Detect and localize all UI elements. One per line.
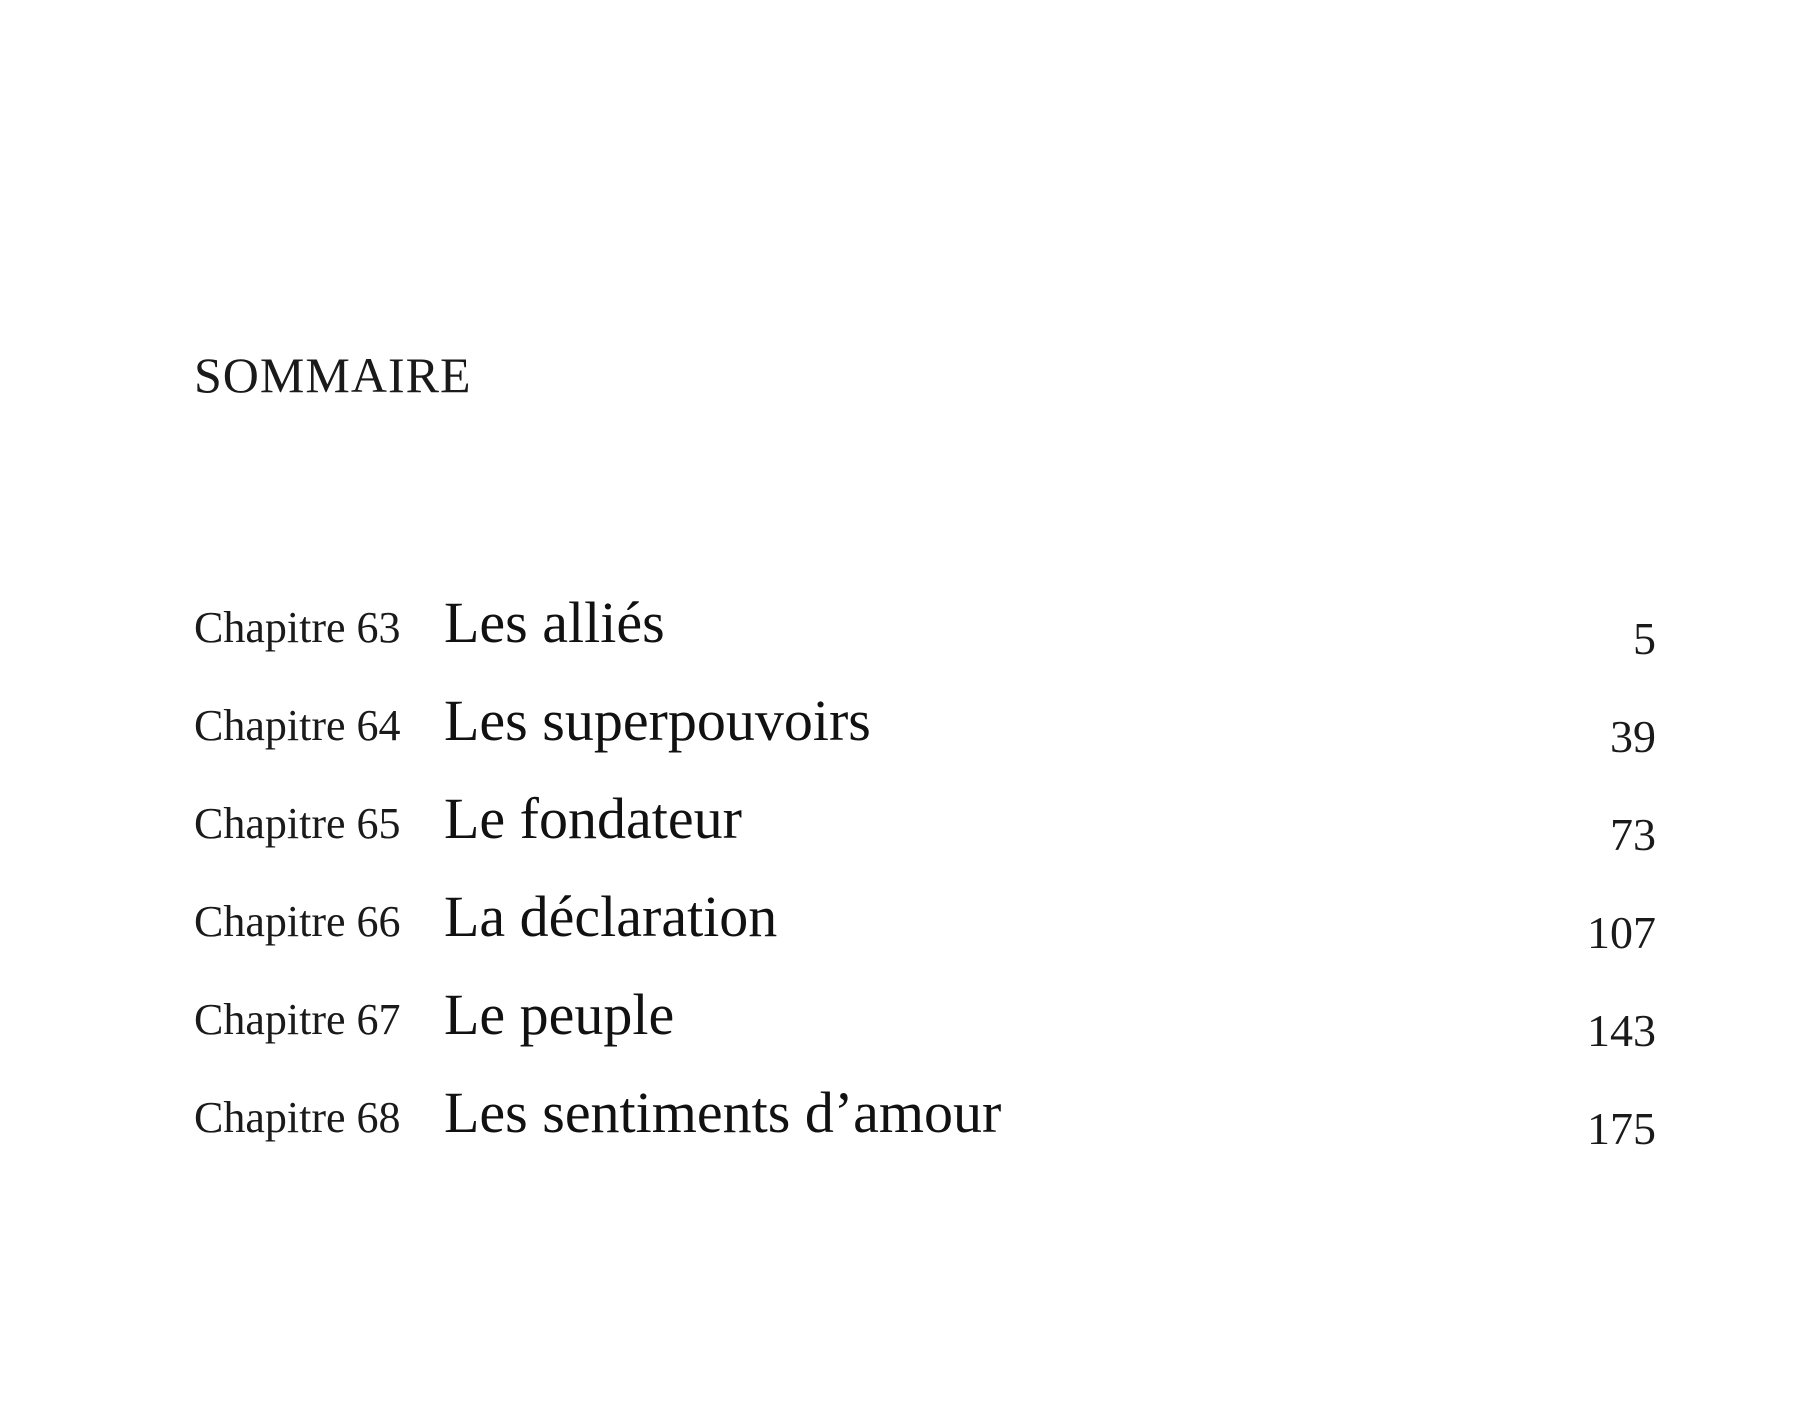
page-title: SOMMAIRE [194,347,472,403]
toc-entry [194,1078,1656,1176]
toc-entry [194,588,1656,686]
chapter-title: Les alliés [444,590,665,655]
chapter-page-number: 73 [1610,809,1656,860]
toc-entry [194,882,1656,980]
chapter-title: Le fondateur [444,786,742,851]
chapter-number: Chapitre 65 [194,799,401,848]
chapter-title: Le peuple [444,982,675,1047]
chapter-title: Les superpouvoirs [444,688,871,753]
chapter-number: Chapitre 68 [194,1093,401,1142]
chapter-title: La déclaration [444,884,778,949]
toc-entry [194,784,1656,882]
chapter-title: Les sentiments d’amour [444,1080,1002,1145]
chapter-number: Chapitre 64 [194,701,401,750]
chapter-page-number: 143 [1587,1005,1656,1056]
toc-entry [194,980,1656,1078]
chapter-number: Chapitre 67 [194,995,401,1044]
toc-entry [194,686,1656,784]
chapter-number: Chapitre 63 [194,603,401,652]
chapter-number: Chapitre 66 [194,897,401,946]
chapter-page-number: 175 [1587,1103,1656,1154]
table-of-contents [194,588,1656,1176]
chapter-page-number: 39 [1610,711,1656,762]
chapter-page-number: 5 [1633,613,1656,664]
chapter-page-number: 107 [1587,907,1656,958]
